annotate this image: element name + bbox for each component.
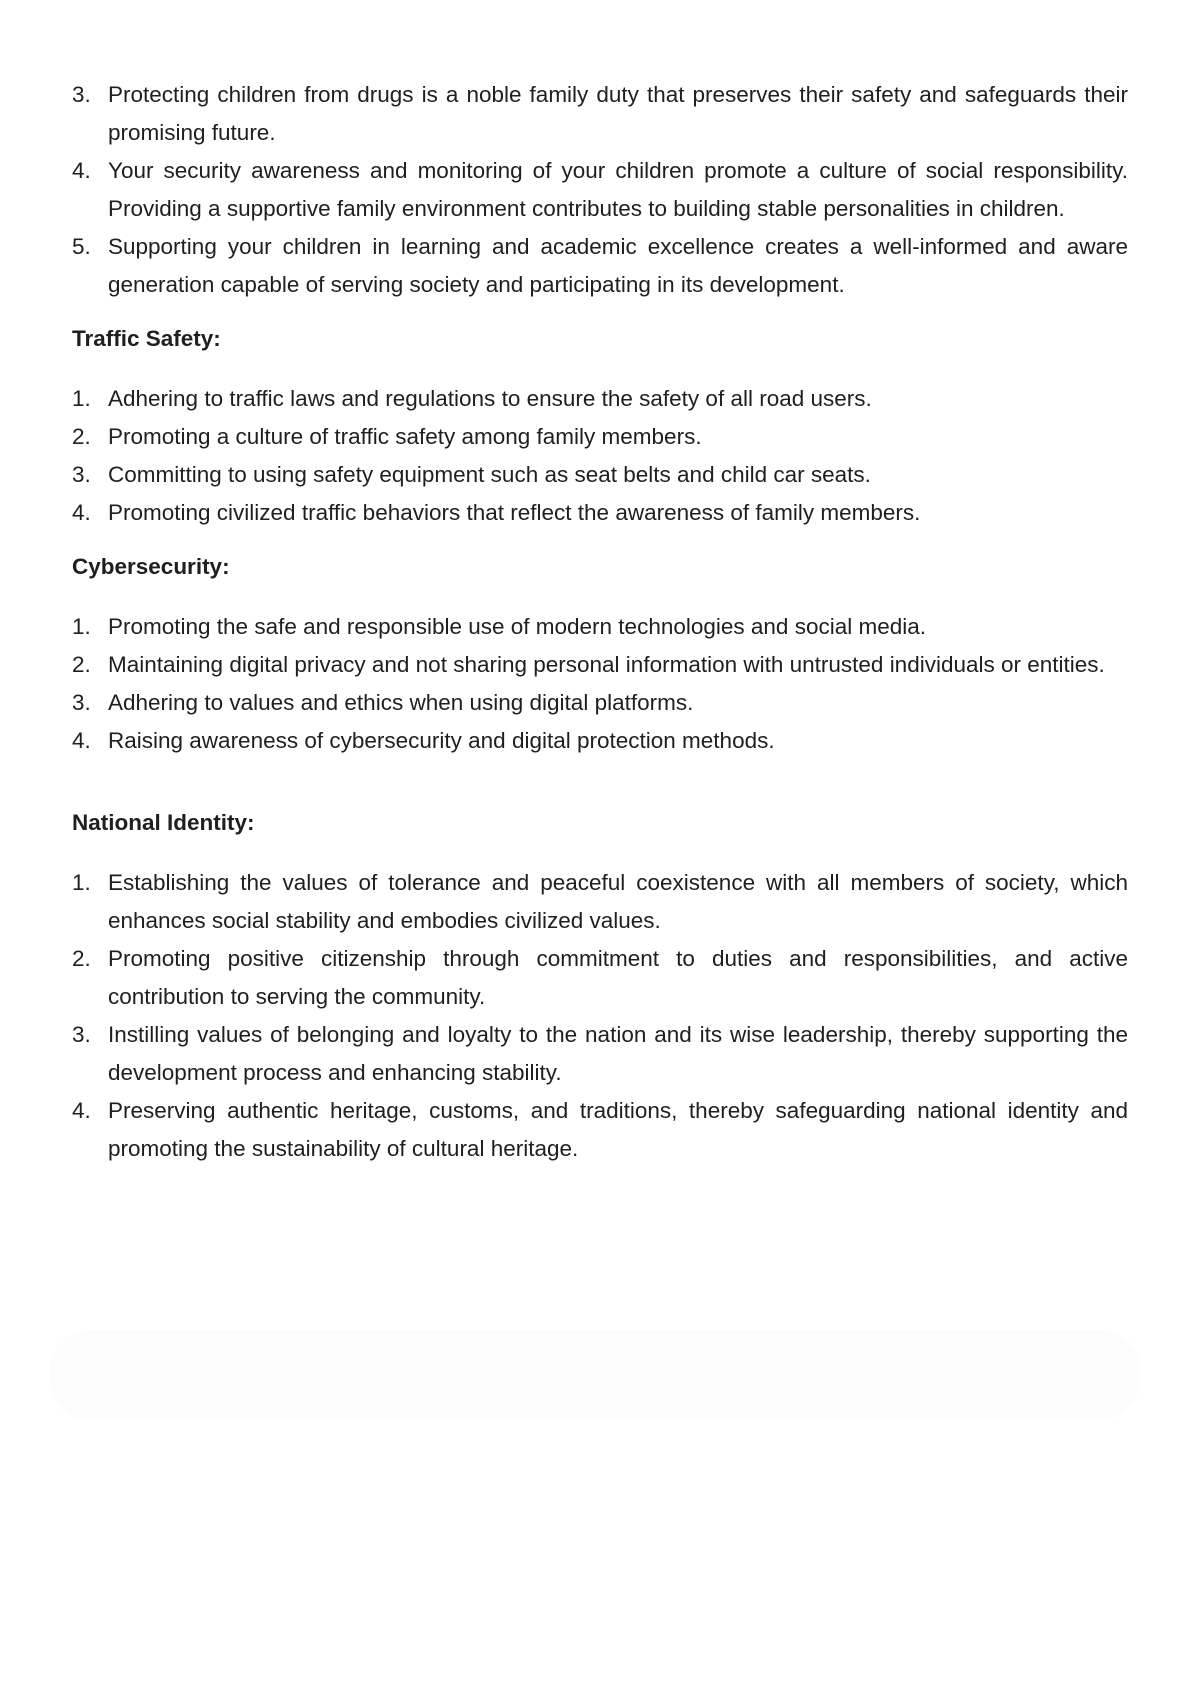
list-number: 4.: [72, 158, 91, 183]
intro-list: [72, 76, 1128, 304]
list-number: 2.: [72, 946, 91, 971]
list-item: [72, 864, 1128, 940]
traffic-safety-section: [72, 324, 1128, 532]
list-text: Raising awareness of cybersecurity and digital protection methods.: [108, 728, 775, 753]
list-number: 1.: [72, 614, 91, 639]
list-text: Committing to using safety equipment such as seat belts and child car seats.: [108, 462, 871, 487]
list-number: 3.: [72, 462, 91, 487]
list-number: 2.: [72, 652, 91, 677]
list-item: [72, 684, 1128, 722]
list-text: Adhering to values and ethics when using digital platforms.: [108, 690, 694, 715]
list-text: Protecting children from drugs is a noble family duty that preserves their safety and safeguards their promising future.: [108, 82, 1128, 145]
list-number: 5.: [72, 234, 91, 259]
list-item: [72, 418, 1128, 456]
list-item: [72, 228, 1128, 304]
list-text: Preserving authentic heritage, customs, and traditions, thereby safeguarding national identity and promoting the sustainability of cultural heritage.: [108, 1098, 1128, 1161]
list-number: 2.: [72, 424, 91, 449]
list-item: [72, 940, 1128, 1016]
list-text: Promoting a culture of traffic safety among family members.: [108, 424, 702, 449]
national-identity-section: [72, 808, 1128, 1168]
list-text: Promoting positive citizenship through commitment to duties and responsibilities, and active contribution to serving the community.: [108, 946, 1128, 1009]
list-text: Promoting civilized traffic behaviors that reflect the awareness of family members.: [108, 500, 921, 525]
faint-background-block: [50, 1330, 1140, 1420]
list-text: Your security awareness and monitoring of your children promote a culture of social responsibility. Providing a supportive family environment contributes to building stable personalities in children.: [108, 158, 1128, 221]
list-number: 1.: [72, 386, 91, 411]
list-number: 1.: [72, 870, 91, 895]
national-identity-list: [72, 864, 1128, 1168]
section-heading: Traffic Safety:: [72, 326, 221, 351]
list-item: [72, 494, 1128, 532]
list-text: Instilling values of belonging and loyalty to the nation and its wise leadership, thereby supporting the development process and enhancing stability.: [108, 1022, 1128, 1085]
list-item: [72, 646, 1128, 684]
cybersecurity-list: [72, 608, 1128, 760]
list-item: [72, 608, 1128, 646]
document-page: [72, 76, 1128, 1168]
list-item: [72, 1092, 1128, 1168]
cybersecurity-section: [72, 552, 1128, 760]
list-text: Maintaining digital privacy and not sharing personal information with untrusted individuals or entities.: [108, 652, 1105, 677]
list-text: Adhering to traffic laws and regulations to ensure the safety of all road users.: [108, 386, 872, 411]
list-number: 3.: [72, 690, 91, 715]
list-item: [72, 76, 1128, 152]
list-number: 3.: [72, 1022, 91, 1047]
list-number: 3.: [72, 82, 91, 107]
list-item: [72, 380, 1128, 418]
list-number: 4.: [72, 500, 91, 525]
list-item: [72, 152, 1128, 228]
list-text: Supporting your children in learning and academic excellence creates a well-informed and aware generation capable of serving society and participating in its development.: [108, 234, 1128, 297]
list-number: 4.: [72, 728, 91, 753]
list-text: Establishing the values of tolerance and peaceful coexistence with all members of society, which enhances social stability and embodies civilized values.: [108, 870, 1128, 933]
list-text: Promoting the safe and responsible use of modern technologies and social media.: [108, 614, 926, 639]
list-item: [72, 722, 1128, 760]
list-item: [72, 1016, 1128, 1092]
section-heading: National Identity:: [72, 810, 255, 835]
list-item: [72, 456, 1128, 494]
section-heading: Cybersecurity:: [72, 554, 230, 579]
traffic-safety-list: [72, 380, 1128, 532]
list-number: 4.: [72, 1098, 91, 1123]
